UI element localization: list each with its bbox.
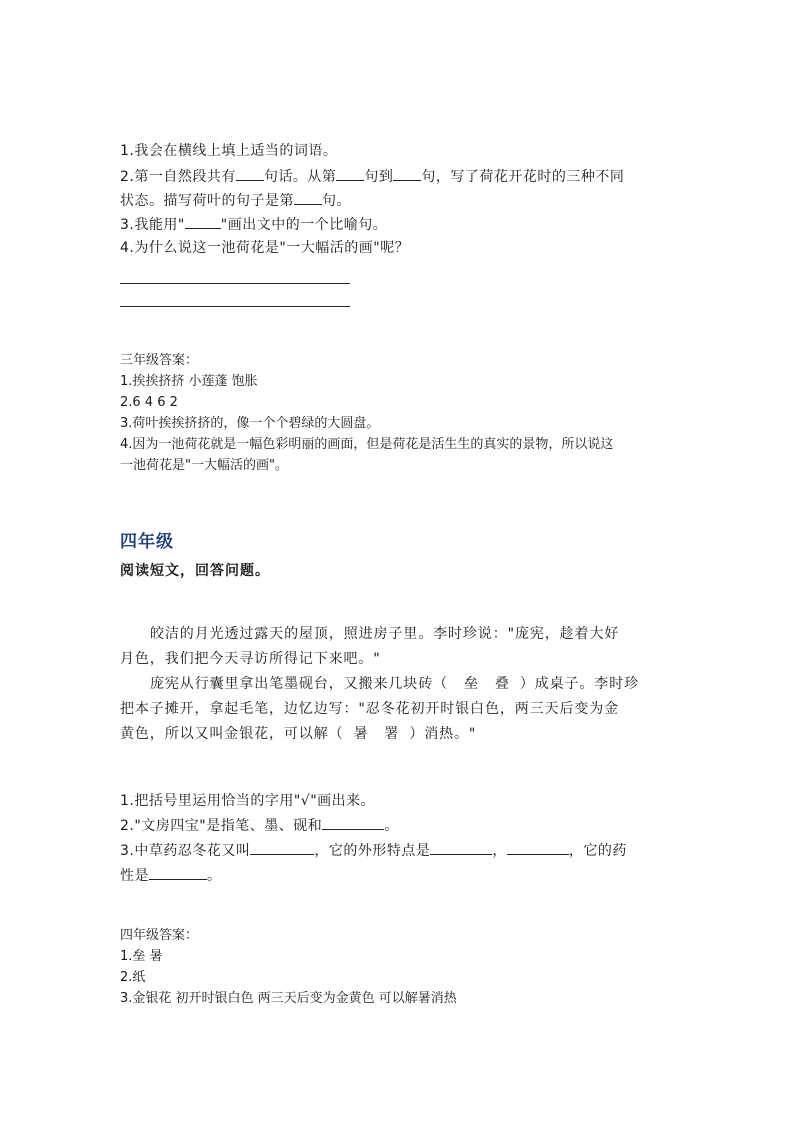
- blank-line[interactable]: [430, 840, 492, 855]
- g3-question-4: 4.为什么说这一池荷花是"一大幅活的画"呢？: [120, 240, 410, 256]
- question-text: 。: [207, 868, 222, 884]
- blank-line[interactable]: [236, 166, 264, 181]
- blank-line[interactable]: [322, 815, 384, 830]
- g3-answer-3: 3.荷叶挨挨挤挤的，像一个个碧绿的大圆盘。: [120, 416, 380, 431]
- g4-answer-2: 2.纸: [120, 970, 146, 985]
- g4-answer-3: 3.金银花 初开时银白色 两三天后变为金黄色 可以解暑消热: [120, 991, 457, 1006]
- g4-answers-title: 四年级答案：: [120, 928, 199, 943]
- passage-text: ）消热。": [409, 726, 477, 742]
- passage-text: ）成桌子。李时珍: [519, 676, 640, 692]
- g4-question-1: 1.把括号里运用恰当的字用"√"画出来。: [120, 793, 376, 809]
- blank-line[interactable]: [149, 865, 207, 880]
- option-char[interactable]: 垒: [464, 676, 479, 692]
- question-text: 。: [384, 818, 399, 834]
- g3-answer-2: 2.6 4 6 2: [120, 395, 178, 410]
- g3-q2-text-a: 2.第一自然段共有: [120, 169, 236, 185]
- g3-question-1: 1.我会在横线上填上适当的词语。: [120, 143, 338, 159]
- option-char[interactable]: 叠: [494, 676, 510, 692]
- blank-line[interactable]: [336, 166, 364, 181]
- g3-q2-text-f: 句。: [322, 193, 351, 209]
- blank-line[interactable]: [250, 840, 314, 855]
- g3-q2-text-b: 句话。从第: [263, 169, 337, 185]
- question-text: ，: [492, 843, 507, 859]
- question-text: 3.中草药忍冬花又叫: [120, 843, 251, 859]
- g3-answers-title: 三年级答案：: [120, 353, 199, 368]
- g4-question-3: [120, 840, 627, 861]
- g4-passage-line: 把本子摊开，拿起毛笔，边忆边写："忍冬花初开时银白色，两三天后变为金: [120, 701, 620, 717]
- g3-question-3: [120, 214, 387, 235]
- question-text: 性是: [120, 868, 149, 884]
- g4-passage-line: [150, 674, 639, 694]
- g4-passage-line: 月色，我们把今天寻访所得记下来吧。": [120, 651, 381, 667]
- g3-q3-text-b: "画出文中的一个比喻句。: [220, 217, 388, 233]
- option-char[interactable]: 署: [384, 726, 400, 742]
- g3-answer-4: 4.因为一池荷花就是一幅色彩明丽的画面，但是荷花是活生生的真实的景物，所以说这: [120, 437, 614, 452]
- question-text: 2."文房四宝"是指笔、墨、砚和: [120, 818, 323, 834]
- g4-question-2: [120, 815, 399, 836]
- option-char[interactable]: 暑: [353, 726, 369, 742]
- g4-passage-line: [120, 724, 476, 744]
- g3-q2-text-d: 句，写了荷花开花时的三种不同: [421, 169, 625, 185]
- passage-text: 黄色，所以又叫金银花，可以解（: [120, 726, 344, 742]
- g4-passage-line: 皎洁的月光透过露天的屋顶，照进房子里。李时珍说："庞宪，趁着大好: [150, 626, 620, 642]
- g4-question-3-cont: [120, 865, 222, 886]
- answer-line[interactable]: [120, 306, 350, 307]
- g4-answer-1: 1.垒 暑: [120, 949, 163, 964]
- g3-answer-1: 1.挨挨挤挤 小莲蓬 饱胀: [120, 374, 258, 389]
- blank-line[interactable]: [185, 214, 221, 229]
- g3-q2-text-e: 状态。描写荷叶的句子是第: [120, 193, 294, 209]
- blank-line[interactable]: [393, 166, 421, 181]
- g3-q3-text-a: 3.我能用": [120, 217, 185, 233]
- g3-answer-4-cont: 一池荷花是"一大幅活的画"。: [120, 458, 288, 473]
- g4-instruction: 阅读短文，回答问题。: [120, 563, 270, 579]
- answer-line[interactable]: [120, 283, 350, 284]
- passage-text: 庞宪从行囊里拿出笔墨砚台，又搬来几块砖（: [150, 676, 448, 692]
- g3-q2-text-c: 句到: [364, 169, 394, 185]
- question-text: ，它的药: [568, 843, 627, 859]
- g4-heading: 四年级: [120, 532, 174, 552]
- question-text: ，它的外形特点是: [314, 843, 431, 859]
- g3-question-2: [120, 166, 624, 187]
- g3-question-2-cont: [120, 190, 351, 211]
- blank-line[interactable]: [507, 840, 569, 855]
- blank-line[interactable]: [294, 190, 322, 205]
